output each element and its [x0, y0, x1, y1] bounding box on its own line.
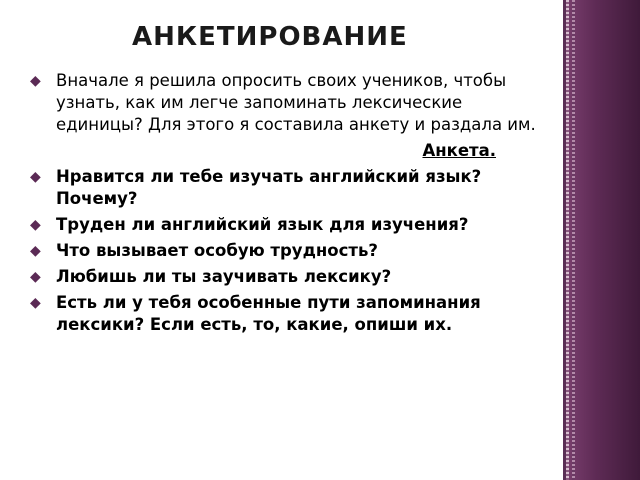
slide-content [28, 70, 548, 340]
bullet-icon: ◆ [30, 169, 41, 185]
question-item [28, 266, 548, 288]
side-band-stripe [566, 0, 569, 480]
question-item [28, 214, 548, 236]
question-item [28, 166, 548, 210]
side-decorative-band [566, 0, 640, 480]
intro-list-item [28, 70, 548, 136]
intro-text: Вначале я решила опросить своих учеников, чтобы узнать, как им легче запоминать лексические единицы? Для этого я составила анкету и раздала им. [56, 71, 536, 134]
question-text: Труден ли английский язык для изучения? [56, 215, 469, 234]
bullet-icon: ◆ [30, 73, 41, 89]
bullet-icon: ◆ [30, 243, 41, 259]
question-text: Что вызывает особую трудность? [56, 241, 378, 260]
question-text: Есть ли у тебя особенные пути запоминания лексики? Если есть, то, какие, опиши их. [56, 293, 481, 334]
question-text: Любишь ли ты заучивать лексику? [56, 267, 392, 286]
bullet-icon: ◆ [30, 269, 41, 285]
question-item [28, 240, 548, 262]
questionnaire-heading: Анкета. [422, 141, 496, 160]
bullet-icon: ◆ [30, 295, 41, 311]
question-text: Нравится ли тебе изучать английский язык? Почему? [56, 167, 482, 208]
slide-title: АНКЕТИРОВАНИЕ [132, 22, 408, 52]
side-band-stripe [572, 0, 575, 480]
question-item [28, 292, 548, 336]
bullet-icon: ◆ [30, 217, 41, 233]
